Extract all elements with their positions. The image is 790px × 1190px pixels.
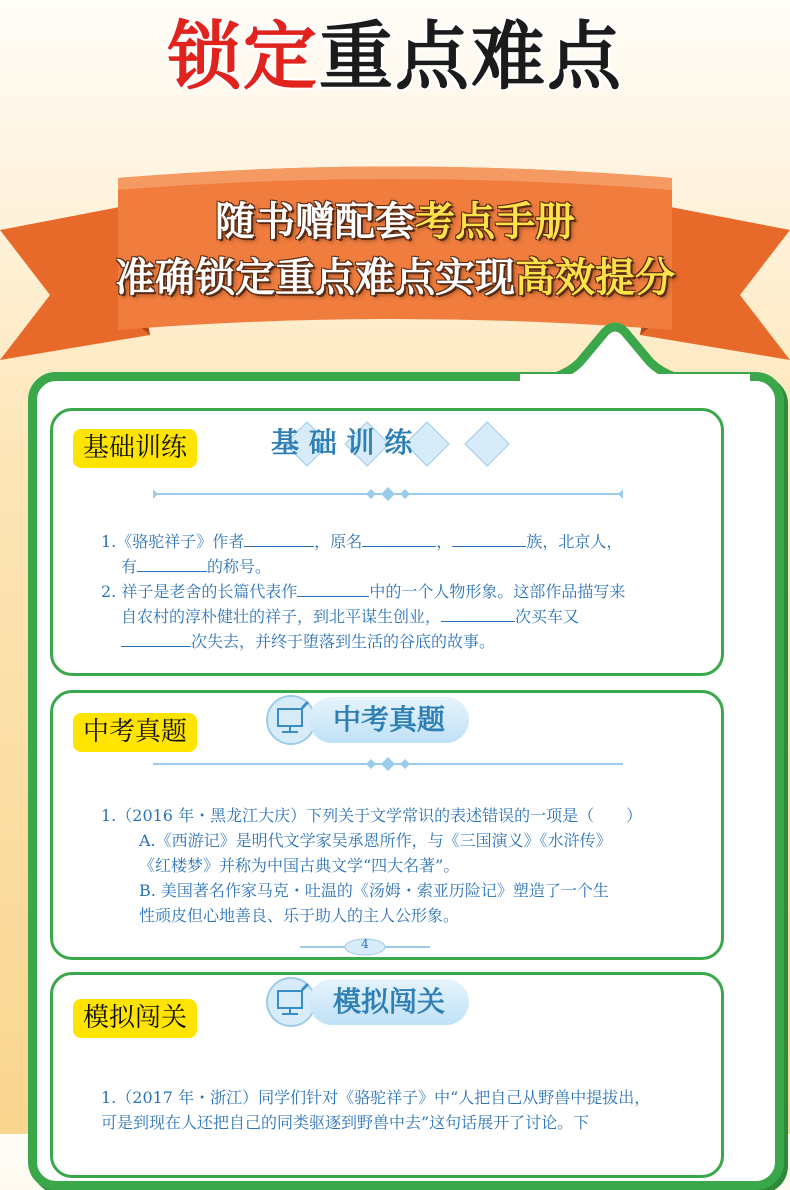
diamond-divider-icon — [153, 757, 623, 771]
question-line: 1.（2016 年・黑龙江大庆）下列关于文学常识的表述错误的一项是（ ） — [101, 806, 643, 825]
title-black-part: 重点难点 — [319, 14, 623, 100]
section-label: 模拟闯关 — [73, 999, 197, 1038]
option-a-line-1: A.《西游记》是明代文学家吴承恩所作，与《三国演义》《水浒传》 — [139, 831, 612, 850]
question-text: 次买车又 — [515, 607, 580, 626]
answer-blank[interactable] — [121, 630, 191, 647]
answer-blank[interactable] — [441, 605, 515, 622]
question-text: 1.《骆驼祥子》作者 — [101, 532, 245, 551]
section-card-exam-questions — [50, 690, 724, 960]
question-text: 次失去，并终于堕落到生活的谷底的故事。 — [191, 632, 496, 651]
question-1-line-1 — [101, 529, 691, 554]
page-title — [0, 14, 790, 100]
option-a-line-2: 《红楼梦》并称为中国古典文学“四大名著”。 — [139, 856, 460, 875]
question-2-line-1 — [101, 579, 691, 604]
answer-blank[interactable] — [244, 530, 314, 547]
question-text: 中的一个人物形象。这部作品描写来 — [369, 582, 626, 601]
question-block — [101, 529, 691, 654]
question-text: 的称号。 — [207, 557, 272, 576]
question-text: ， — [436, 532, 453, 551]
question-text: 族，北京人， — [526, 532, 623, 551]
banner-line-1-a: 随书赠配套 — [215, 199, 415, 245]
answer-blank[interactable] — [362, 530, 436, 547]
banner-line-1 — [0, 199, 790, 245]
question-line-1: 1.（2017 年・浙江）同学们针对《骆驼祥子》中“人把自己从野兽中提拔出， — [101, 1088, 651, 1107]
answer-blank[interactable] — [452, 530, 526, 547]
option-b-line-1: B. 美国著名作家马克・吐温的《汤姆・索亚历险记》塑造了一个生 — [139, 881, 609, 900]
title-red-part: 锁定 — [167, 14, 319, 100]
question-2-line-2 — [101, 604, 691, 629]
question-text: 2. 祥子是老舍的长篇代表作 — [101, 582, 298, 601]
question-block — [101, 803, 691, 928]
section-card-mock-challenge — [50, 972, 724, 1178]
question-block — [101, 1085, 691, 1135]
section-header: 中考真题 — [309, 697, 469, 743]
section-label: 基础训练 — [73, 429, 197, 468]
answer-blank[interactable] — [297, 580, 369, 597]
banner-line-1-highlight: 考点手册 — [415, 199, 575, 245]
question-line-2: 可是到现在人还把自己的同类驱逐到野兽中去”这句话展开了讨论。下 — [101, 1113, 590, 1132]
question-text: 自农村的淳朴健壮的祥子，到北平谋生创业， — [121, 607, 442, 626]
banner-line-2-a: 准确锁定重点难点实现 — [115, 255, 515, 301]
page-number: 4 — [361, 937, 369, 951]
section-header: 基 础 训 练 — [271, 426, 413, 459]
question-text: 有 — [121, 557, 138, 576]
banner-line-2-highlight: 高效提分 — [515, 255, 675, 301]
section-card-basic-training — [50, 408, 724, 676]
banner-line-2 — [0, 255, 790, 301]
diamond-divider-icon — [153, 487, 623, 501]
book-tab — [520, 322, 750, 382]
question-text: ，原名 — [314, 532, 363, 551]
section-label: 中考真题 — [73, 713, 197, 752]
option-b-line-2: 性顽皮但心地善良、乐于助人的主人公形象。 — [139, 906, 460, 925]
question-2-line-3 — [101, 629, 691, 654]
section-header: 模拟闯关 — [309, 979, 469, 1025]
answer-blank[interactable] — [137, 555, 207, 572]
question-1-line-2 — [101, 554, 691, 579]
